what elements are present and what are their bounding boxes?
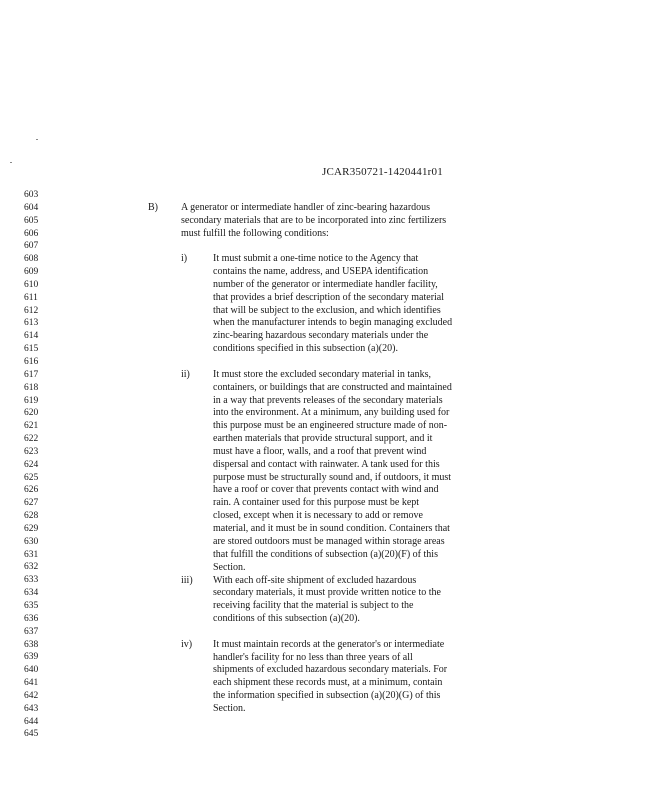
- subitem-ii-text: [213, 369, 452, 575]
- line-number: 628: [24, 511, 39, 522]
- line-number: 629: [24, 523, 39, 534]
- line-number: 645: [24, 729, 39, 740]
- text-line: material, and it must be in sound condition. Containers that: [213, 523, 450, 535]
- line-number: 636: [24, 613, 39, 624]
- text-line: shipments of excluded hazardous secondary materials. For: [213, 664, 448, 676]
- text-line: Section.: [213, 561, 246, 573]
- subitem-iii-text: [213, 575, 441, 626]
- line-number: 639: [24, 652, 39, 663]
- text-line: each shipment these records must, at a minimum, contain: [213, 677, 443, 689]
- subitem-i-label: i): [181, 253, 188, 265]
- line-number: 615: [24, 344, 39, 355]
- line-number: 616: [24, 356, 39, 367]
- text-line: must have a floor, walls, and a roof that prevent wind: [213, 445, 427, 457]
- line-number: 619: [24, 395, 39, 406]
- line-number: 612: [24, 305, 39, 316]
- item-b-text: [181, 202, 446, 241]
- line-number: 633: [24, 575, 39, 586]
- line-number: 607: [24, 241, 39, 252]
- line-number: 626: [24, 485, 39, 496]
- line-number: 611: [24, 292, 38, 303]
- line-number: 613: [24, 318, 39, 329]
- line-number: 618: [24, 382, 39, 393]
- text-line: handler's facility for no less than three years of all: [213, 651, 413, 663]
- text-line: number of the generator or intermediate handler facility,: [213, 278, 438, 290]
- line-number: 603: [24, 190, 39, 200]
- line-number: 608: [24, 254, 39, 265]
- text-line: earthen materials that provide structural support, and it: [213, 433, 433, 445]
- line-number: 606: [24, 228, 39, 239]
- subitem-iv-text: [213, 639, 447, 716]
- line-number: 642: [24, 690, 39, 701]
- text-line: purpose must be structurally sound and, if outdoors, it must: [213, 471, 452, 483]
- text-line: dispersal and contact with rainwater. A tank used for this: [213, 458, 440, 470]
- text-line: secondary materials, it must provide written notice to the: [213, 587, 441, 599]
- line-number: 632: [24, 562, 39, 573]
- line-number: 644: [24, 716, 39, 727]
- line-number: 605: [24, 215, 39, 226]
- document-header-code: JCAR350721-1420441r01: [322, 166, 443, 178]
- subitem-i-text: [213, 253, 452, 356]
- line-number: 641: [24, 678, 39, 689]
- line-number: 638: [24, 639, 39, 650]
- line-number: 604: [24, 202, 39, 213]
- line-number: 625: [24, 472, 39, 483]
- text-line: With each off-site shipment of excluded hazardous: [213, 574, 417, 586]
- line-number: 640: [24, 665, 39, 676]
- line-number: 609: [24, 267, 39, 278]
- text-line: contains the name, address, and USEPA identification: [213, 266, 429, 278]
- text-line: receiving facility that the material is subject to the: [213, 600, 414, 612]
- text-line: must fulfill the following conditions:: [181, 227, 329, 239]
- line-number: 621: [24, 421, 39, 432]
- line-number: 620: [24, 408, 39, 419]
- subitem-iv-label: iv): [181, 638, 193, 650]
- line-number-column: [24, 189, 48, 741]
- text-line: the information specified in subsection (a)(20)(G) of this: [213, 690, 441, 702]
- line-number: 627: [24, 498, 39, 509]
- text-line: rain. A container used for this purpose must be kept: [213, 497, 420, 509]
- subitem-ii-label: ii): [181, 368, 190, 380]
- line-number: 614: [24, 331, 39, 342]
- text-line: It must store the excluded secondary material in tanks,: [213, 368, 431, 380]
- text-line: secondary materials that are to be incorporated into zinc fertilizers: [181, 214, 447, 226]
- text-line: conditions specified in this subsection (a)(20).: [213, 343, 398, 355]
- item-b-label: B): [148, 201, 158, 213]
- line-number: 643: [24, 703, 39, 714]
- text-line: conditions of this subsection (a)(20).: [213, 613, 360, 625]
- scan-speck: [36, 139, 38, 140]
- line-number: 630: [24, 536, 39, 547]
- text-line: into the environment. At a minimum, any building used for: [213, 407, 450, 419]
- text-line: in a way that prevents releases of the secondary materials: [213, 394, 443, 406]
- line-number: 631: [24, 549, 39, 560]
- text-line: this purpose must be an engineered structure made of non-: [213, 420, 448, 432]
- text-line: that will be subject to the exclusion, and which identifies: [213, 304, 441, 316]
- line-number: 610: [24, 279, 39, 290]
- line-number: 622: [24, 434, 39, 445]
- line-number: 624: [24, 459, 39, 470]
- line-number: 634: [24, 588, 39, 599]
- subitem-iii-label: iii): [181, 574, 193, 586]
- line-number: 617: [24, 369, 39, 380]
- text-line: are stored outdoors must be managed within storage areas: [213, 535, 445, 547]
- text-line: zinc-bearing hazardous secondary materials under the: [213, 330, 429, 342]
- text-line: It must submit a one-time notice to the Agency that: [213, 253, 419, 265]
- text-line: when the manufacturer intends to begin managing excluded: [213, 317, 453, 329]
- line-number: 637: [24, 626, 39, 637]
- text-line: Section.: [213, 702, 246, 714]
- text-line: A generator or intermediate handler of zinc-bearing hazardous: [181, 201, 431, 213]
- text-line: It must maintain records at the generator's or intermediate: [213, 638, 445, 650]
- line-number: 623: [24, 446, 39, 457]
- text-line: have a roof or cover that prevents contact with wind and: [213, 484, 439, 496]
- text-line: that fulfill the conditions of subsection (a)(20)(F) of this: [213, 548, 438, 560]
- text-line: that provides a brief description of the secondary material: [213, 291, 445, 303]
- text-line: containers, or buildings that are constructed and maintained: [213, 381, 452, 393]
- line-number: 635: [24, 601, 39, 611]
- scan-speck: [10, 162, 12, 163]
- text-line: closed, except when it is necessary to add or remove: [213, 510, 423, 522]
